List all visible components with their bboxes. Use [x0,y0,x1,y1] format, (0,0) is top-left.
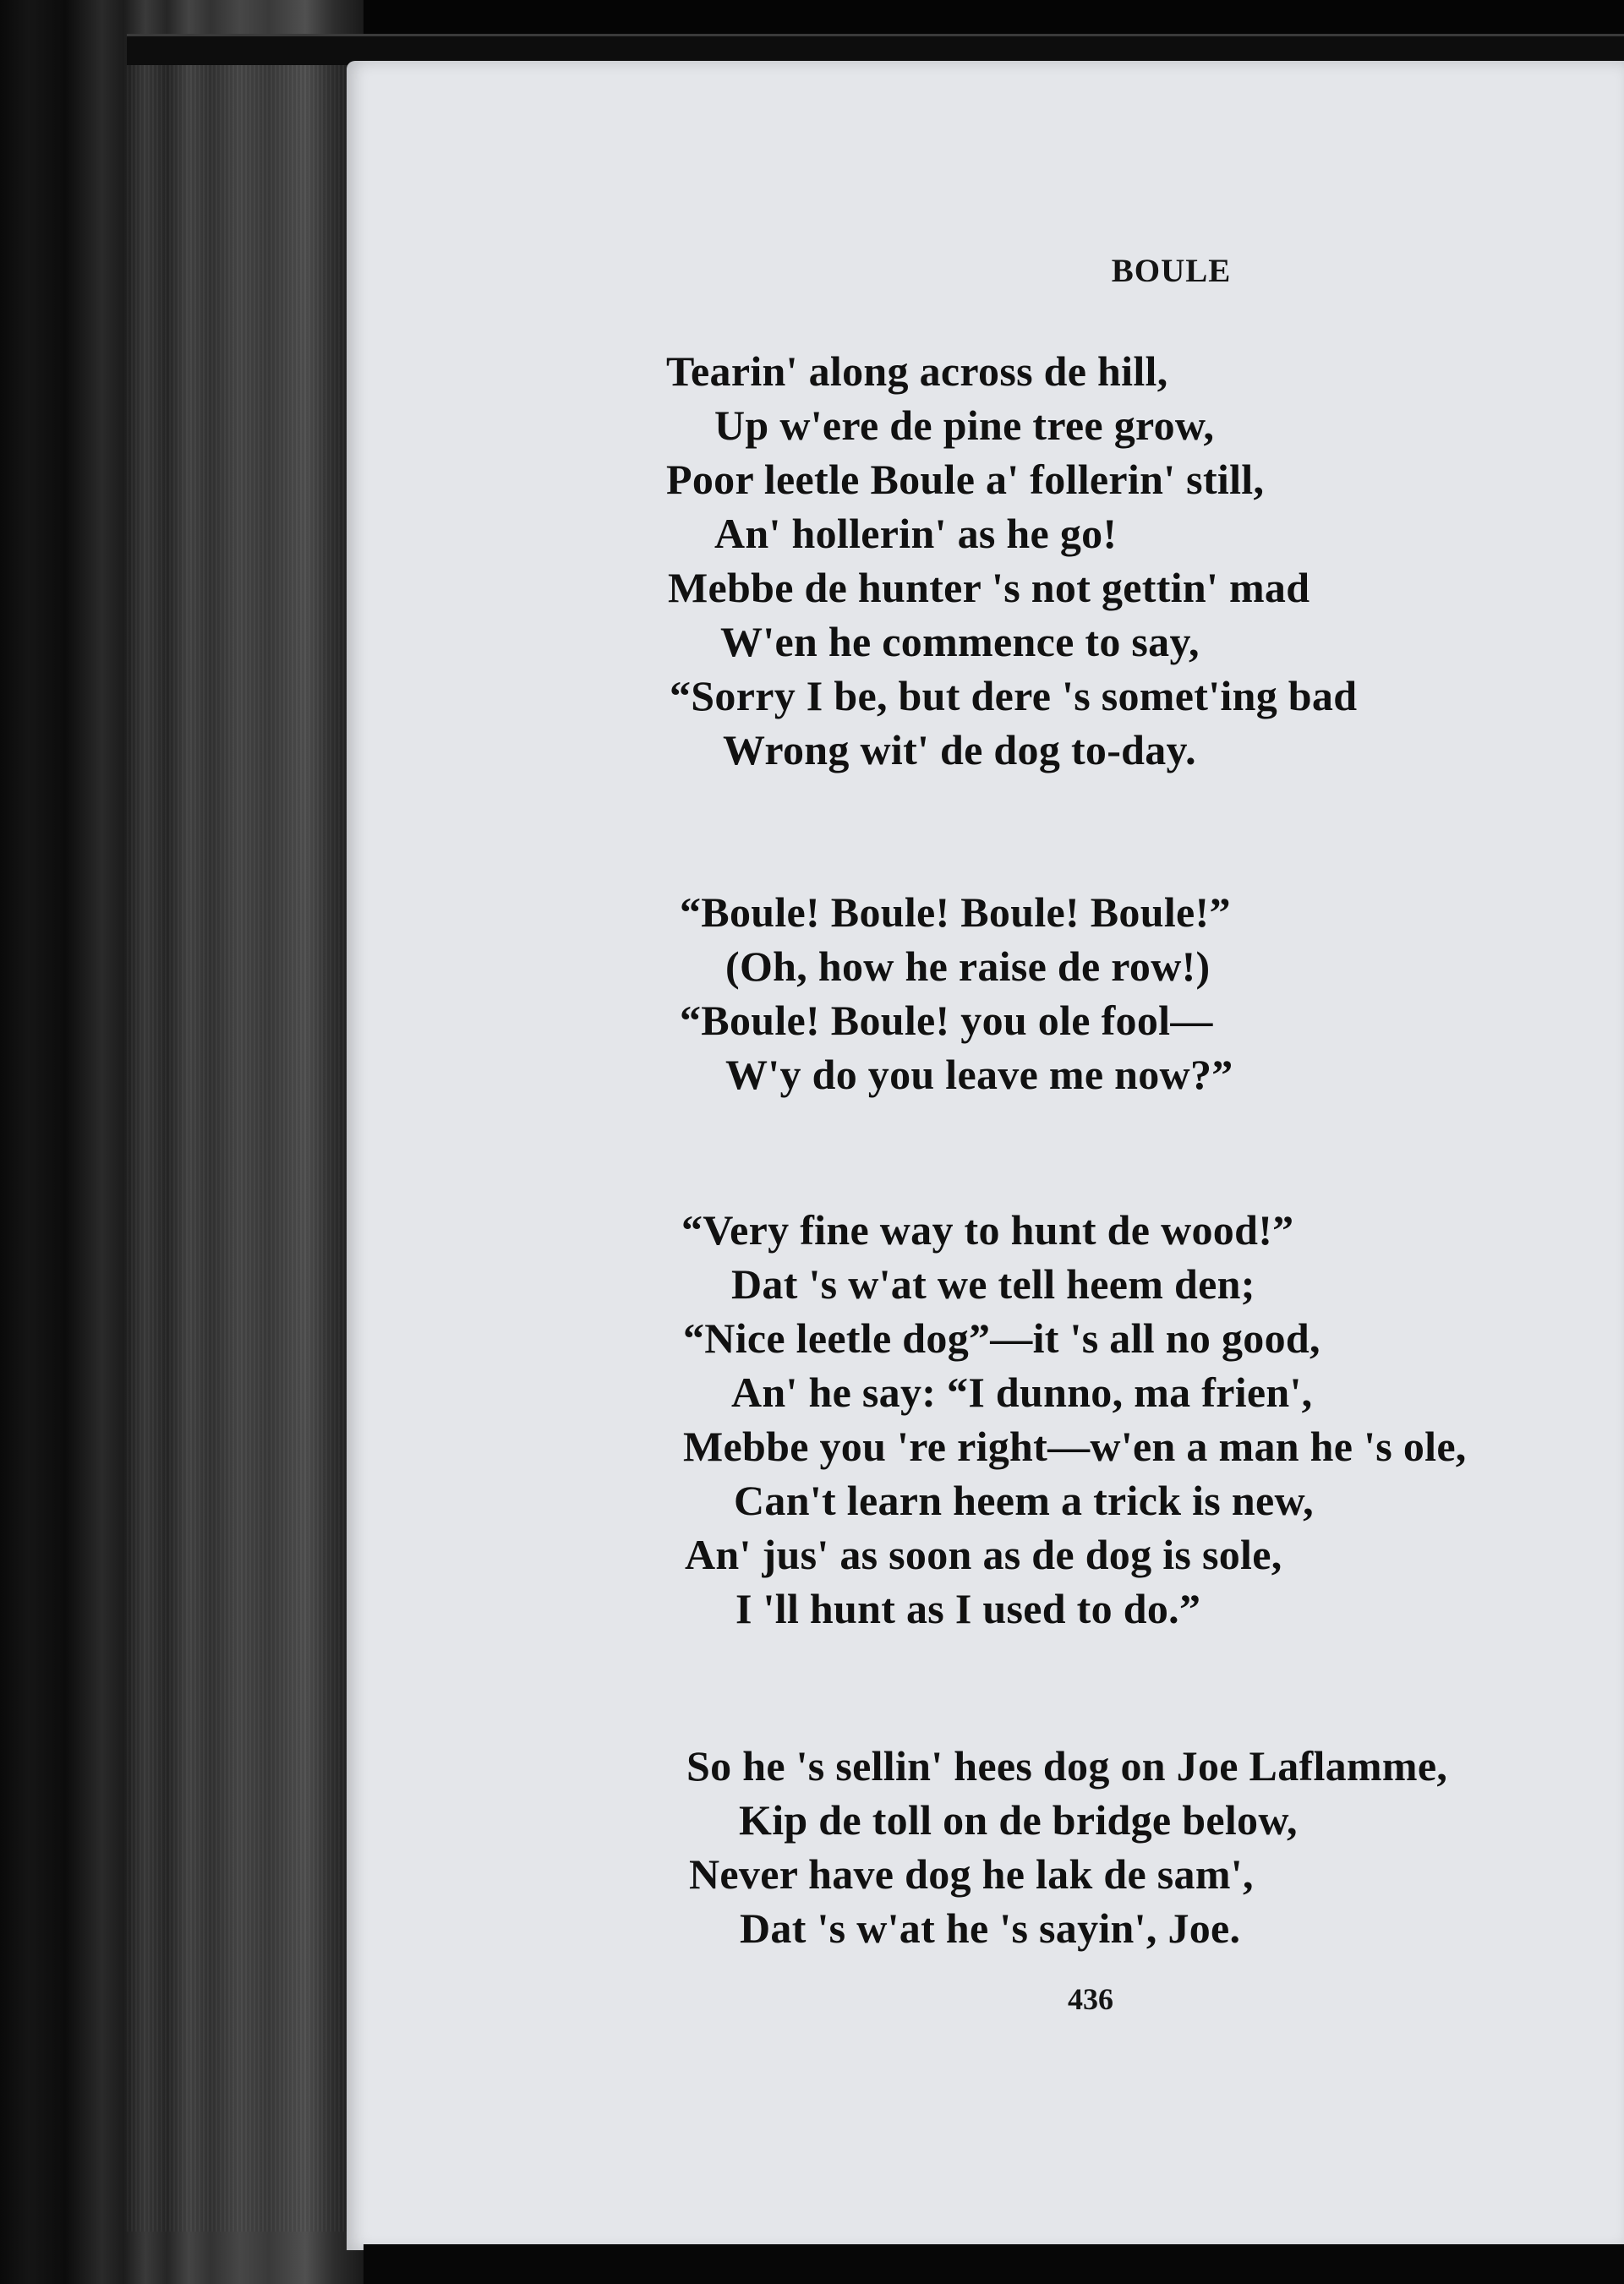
poem-line: “Nice leetle dog”—it 's all no good, [683,1314,1321,1362]
poem-line: So he 's sellin' hees dog on Joe Laflamme, [686,1742,1448,1789]
poem-line: Up w'ere de pine tree grow, [714,402,1215,449]
poem-line: Tearin' along across de hill, [666,347,1168,395]
poem-title: BOULE [1111,253,1232,289]
poem-line: Kip de toll on de bridge below, [739,1796,1298,1844]
book-page [347,61,1624,2250]
poem-body [347,61,1624,2250]
poem-line: Never have dog he lak de sam', [689,1850,1254,1898]
poem-line: “Boule! Boule! you ole fool— [680,997,1213,1044]
poem-line: An' jus' as soon as de dog is sole, [685,1531,1282,1578]
poem-line: Mebbe you 're right—w'en a man he 's ole, [683,1423,1467,1470]
poem-line: Wrong wit' de dog to-day. [723,726,1196,773]
poem-line: An' he say: “I dunno, ma frien', [731,1369,1313,1416]
poem-line: Can't learn heem a trick is new, [734,1477,1314,1524]
poem-line: (Oh, how he raise de row!) [725,943,1211,990]
poem-line: “Sorry I be, but dere 's somet'ing bad [670,672,1358,719]
poem-line: Dat 's w'at we tell heem den; [731,1260,1255,1308]
page-bottom-edge [364,2244,1624,2284]
poem-line: W'y do you leave me now?” [725,1051,1233,1098]
poem-line: Mebbe de hunter 's not gettin' mad [668,564,1310,611]
page-number: 436 [1068,1982,1113,2016]
poem-line: “Very fine way to hunt de wood!” [681,1206,1294,1254]
book-spine [0,0,364,2284]
poem-line: I 'll hunt as I used to do.” [735,1585,1201,1632]
poem-line: “Boule! Boule! Boule! Boule!” [680,888,1231,936]
poem-line: Poor leetle Boule a' follerin' still, [666,456,1265,503]
poem-line: W'en he commence to say, [720,618,1200,665]
poem-line: Dat 's w'at he 's sayin', Joe. [740,1904,1241,1952]
poem-line: An' hollerin' as he go! [714,510,1118,557]
